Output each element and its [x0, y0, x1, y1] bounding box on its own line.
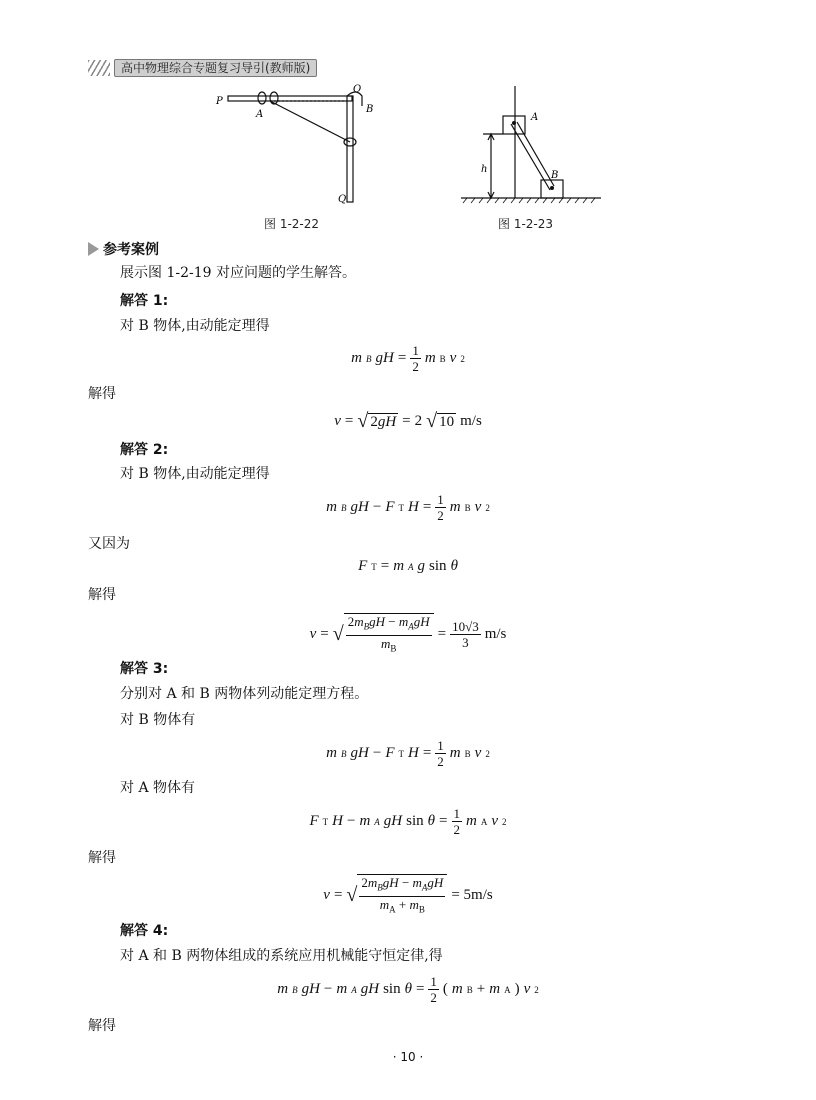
for-a-text: 对 A 物体有 [120, 780, 196, 796]
header-title: 高中物理综合专题复习导引(教师版) [114, 59, 317, 77]
equation-3: m B gH − F T H = $\frac{1}{2}$ m B v 2 [326, 492, 490, 523]
equation-4: F T = m A g sin θ [358, 558, 458, 574]
equation-8: v = √ $\frac{2m_BgH - m_AgH}{m_A + m_B}$ = 5m/s [0, 874, 816, 917]
result-2-unit: m/s [484, 626, 507, 643]
because-text: 又因为 [88, 536, 130, 552]
solve-1: 解得 [88, 386, 116, 402]
equation-5: v = √ $\frac{2m_BgH - m_AgH}{m_B}$ = $\frac{10√3}{3}$ m/s [0, 613, 816, 656]
answer-2-text: 对 B 物体,由动能定理得 [120, 466, 270, 482]
label-p: P [216, 96, 223, 107]
result-3: = 5m/s [451, 887, 493, 904]
label-b: B [366, 104, 374, 115]
section-header [88, 239, 159, 259]
equation-9: m B gH − m A gH sin θ = $\frac{1}{2}$ ( m B + m A ) v 2 [277, 974, 539, 1005]
label-q: Q [338, 194, 347, 205]
page-number: · 10 · [392, 1050, 424, 1064]
header-decoration [88, 60, 110, 76]
result-1b: 10 [439, 413, 455, 430]
label-a: A [256, 109, 264, 120]
equation-7: F T H − m A gH sin θ = $\frac{1}{2}$ m A v 2 [309, 806, 507, 837]
result-1a: 2 [414, 413, 423, 429]
answer-2-title: 解答 2: [120, 442, 169, 458]
label-b2: B [551, 170, 559, 181]
equation-1: m B gH = $\frac{1}{2}$ m B v 2 [351, 343, 465, 374]
figure-1-2-22 [210, 82, 380, 207]
section-title: 参考案例 [103, 242, 159, 258]
equation-6: m B gH − F T H = $\frac{1}{2}$ m B v 2 [326, 738, 490, 769]
answer-4-title: 解答 4: [120, 923, 169, 939]
answer-4-text: 对 A 和 B 两物体组成的系统应用机械能守恒定律,得 [120, 948, 443, 964]
label-a2: A [531, 112, 539, 123]
answer-1-title: 解答 1: [120, 293, 169, 309]
running-header [88, 58, 317, 78]
triangle-icon [88, 242, 99, 256]
solve-3: 解得 [88, 850, 116, 866]
equation-2: v = √ 2gH = 2 √ 10 m/s [334, 410, 482, 432]
figure-1-caption: 图 1-2-22 [264, 217, 320, 231]
answer-1-text: 对 B 物体,由动能定理得 [120, 318, 270, 334]
figure-1-2-23 [455, 82, 605, 210]
figure-2-caption: 图 1-2-23 [498, 217, 554, 231]
answer-3-text: 分别对 A 和 B 两物体列动能定理方程。 [120, 686, 369, 702]
result-1-unit: m/s [460, 413, 482, 429]
label-h: h [481, 164, 488, 175]
answer-3-title: 解答 3: [120, 661, 169, 677]
solve-4: 解得 [88, 1018, 116, 1034]
solve-2: 解得 [88, 587, 116, 603]
intro-text: 展示图 1-2-19 对应问题的学生解答。 [120, 265, 356, 281]
for-b-text: 对 B 物体有 [120, 712, 196, 728]
label-o: O [353, 84, 362, 95]
